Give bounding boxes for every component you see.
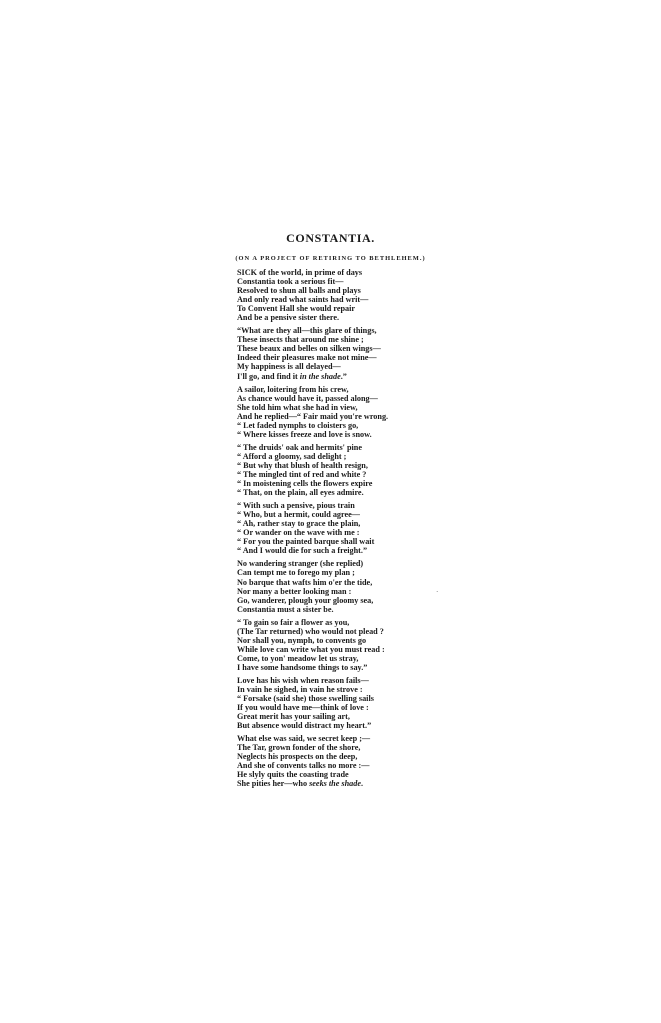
poem-line: Constantia must a sister be. <box>237 604 334 614</box>
poem-line: Resolved to shun all balls and plays <box>237 286 361 296</box>
poem-line: And only read what saints had writ— <box>237 295 369 305</box>
poem-line: A sailor, loitering from his crew, <box>237 384 349 394</box>
stray-mark: · <box>436 588 439 596</box>
poem-line: If you would have me—think of love : <box>237 703 369 713</box>
poem-line: “ That, on the plain, all eyes admire. <box>237 488 364 498</box>
poem-line: “ Who, but a hermit, could agree— <box>237 510 360 520</box>
poem-body <box>237 268 427 793</box>
poem-line: Nor shall you, nymph, to convents go <box>237 635 367 645</box>
stanza <box>237 443 427 497</box>
poem-line: The Tar, grown fonder of the shore, <box>237 743 361 753</box>
poem-line: Great merit has your sailing art, <box>237 712 350 722</box>
poem-line: Go, wanderer, plough your gloomy sea, <box>237 595 374 605</box>
poem-line: (The Tar returned) who would not plead ? <box>237 626 384 636</box>
poem-line: “ But why that blush of health resign, <box>237 460 368 470</box>
stanza <box>237 676 427 730</box>
stanza <box>237 501 427 555</box>
poem-line: In vain he sighed, in vain he strove : <box>237 685 363 695</box>
poem-line: While love can write what you must read : <box>237 644 385 654</box>
poem-line: “ The druids' oak and hermits' pine <box>237 442 362 452</box>
poem-line: She pities her—who seeks the shade. <box>237 779 364 789</box>
poem-line: Nor many a better looking man : <box>237 586 352 596</box>
poem-line: “ Where kisses freeze and love is snow. <box>237 429 372 439</box>
poem-line: And she of convents talks no more :— <box>237 761 370 771</box>
poem-line: “What are they all—this glare of things, <box>237 326 377 336</box>
poem-line: Can tempt me to forego my plan ; <box>237 568 355 578</box>
poem-line: Constantia took a serious fit— <box>237 277 344 287</box>
poem-line: I'll go, and find it in the shade.” <box>237 371 347 381</box>
poem-title: CONSTANTIA. <box>286 231 375 245</box>
poem-line: Love has his wish when reason fails— <box>237 675 369 685</box>
stanza <box>237 734 427 788</box>
poem-line: “ Ah, rather stay to grace the plain, <box>237 519 361 529</box>
poem-line: No barque that wafts him o'er the tide, <box>237 577 373 587</box>
stanza <box>237 618 427 672</box>
poem-line: “ The mingled tint of red and white ? <box>237 469 367 479</box>
poem-line: He slyly quits the coasting trade <box>237 770 349 780</box>
poem-line: “ Forsake (said she) those swelling sails <box>237 694 374 704</box>
poem-subtitle: (ON A PROJECT OF RETIRING TO BETHLEHEM.) <box>235 255 426 262</box>
poem-line: “ To gain so fair a flower as you, <box>237 617 350 627</box>
poem-line: These insects that around me shine ; <box>237 335 364 345</box>
poem-line: “ For you the painted barque shall wait <box>237 537 375 547</box>
poem-line: “ With such a pensive, pious train <box>237 501 355 511</box>
poem-line: These beaux and belles on silken wings— <box>237 344 381 354</box>
poem-line: No wandering stranger (she replied) <box>237 559 364 569</box>
poem-line: SICK of the world, in prime of days <box>237 268 363 277</box>
poem-line: And be a pensive sister there. <box>237 313 340 323</box>
poem-line: But absence would distract my heart.” <box>237 721 372 731</box>
poem-line: “ In moistening cells the flowers expire <box>237 479 373 489</box>
stanza <box>237 385 427 439</box>
poem-line: Neglects his prospects on the deep, <box>237 752 358 762</box>
poem-line: My happiness is all delayed— <box>237 362 341 372</box>
poem-line: I have some handsome things to say.” <box>237 662 368 672</box>
stanza <box>237 268 427 322</box>
stanza <box>237 559 427 613</box>
poem-line: “ Afford a gloomy, sad delight ; <box>237 451 347 461</box>
poem-line: Come, to yon' meadow let us stray, <box>237 653 359 663</box>
poem-line: She told him what she had in view, <box>237 402 358 412</box>
poem-line: What else was said, we secret keep ;— <box>237 734 371 744</box>
poem-line: “ Let faded nymphs to cloisters go, <box>237 420 359 430</box>
stanza <box>237 326 427 380</box>
poem-line: “ And I would die for such a freight.” <box>237 546 368 556</box>
poem-line: “ Or wander on the wave with me : <box>237 528 360 538</box>
poem-line: As chance would have it, passed along— <box>237 393 378 403</box>
poem-line: And he replied—“ Fair maid you're wrong. <box>237 411 389 421</box>
poem-line: Indeed their pleasures make not mine— <box>237 353 377 363</box>
poem-line: To Convent Hall she would repair <box>237 304 356 314</box>
